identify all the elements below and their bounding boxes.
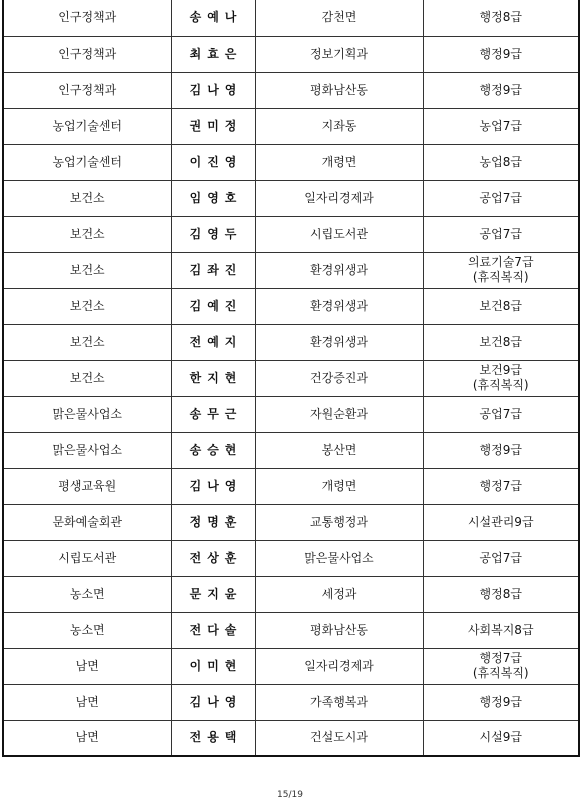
from-department-cell: 인구정책과 — [3, 72, 171, 108]
table-row — [3, 360, 579, 396]
rank-cell — [423, 72, 579, 108]
employee-name: 문지윤 — [189, 586, 243, 601]
rank-cell — [423, 720, 579, 756]
from-department-cell: 인구정책과 — [3, 36, 171, 72]
from-department-cell: 맑은물사업소 — [3, 432, 171, 468]
from-department-cell: 문화예술회관 — [3, 504, 171, 540]
employee-name-cell — [171, 504, 255, 540]
rank-text: 공업7급 — [479, 406, 522, 421]
rank-cell — [423, 612, 579, 648]
rank-text: 보건8급 — [479, 334, 522, 349]
rank-cell — [423, 252, 579, 288]
table-row — [3, 432, 579, 468]
employee-name-cell — [171, 684, 255, 720]
rank-text: 행정7급 — [479, 478, 522, 493]
from-department-cell: 남면 — [3, 720, 171, 756]
table-row — [3, 720, 579, 756]
to-department-cell: 자원순환과 — [255, 396, 423, 432]
table-row — [3, 576, 579, 612]
to-department-cell: 평화남산동 — [255, 612, 423, 648]
employee-name: 김좌진 — [189, 262, 243, 277]
employee-name-cell — [171, 576, 255, 612]
personnel-table — [2, 0, 580, 757]
employee-name: 전다솔 — [189, 622, 243, 637]
to-department-cell: 감천면 — [255, 0, 423, 36]
rank-note: (휴직복직) — [472, 666, 529, 680]
rank-text: 공업7급 — [479, 190, 522, 205]
employee-name-cell — [171, 612, 255, 648]
to-department-cell: 환경위생과 — [255, 288, 423, 324]
rank-cell — [423, 432, 579, 468]
to-department-cell: 개령면 — [255, 468, 423, 504]
employee-name-cell — [171, 540, 255, 576]
employee-name-cell — [171, 180, 255, 216]
rank-text: 보건8급 — [479, 298, 522, 313]
employee-name-cell — [171, 396, 255, 432]
employee-name: 김영두 — [189, 226, 243, 241]
employee-name-cell — [171, 468, 255, 504]
table-row — [3, 252, 579, 288]
to-department-cell: 평화남산동 — [255, 72, 423, 108]
table-row — [3, 144, 579, 180]
rank-cell — [423, 288, 579, 324]
table-row — [3, 504, 579, 540]
rank-cell — [423, 36, 579, 72]
rank-cell — [423, 324, 579, 360]
employee-name: 김나영 — [189, 82, 243, 97]
employee-name: 정명훈 — [189, 514, 243, 529]
table-row — [3, 216, 579, 252]
employee-name-cell — [171, 720, 255, 756]
employee-name: 전상훈 — [189, 550, 243, 565]
rank-cell — [423, 108, 579, 144]
to-department-cell: 정보기획과 — [255, 36, 423, 72]
rank-text: 공업7급 — [479, 226, 522, 241]
rank-cell — [423, 540, 579, 576]
table-row — [3, 0, 579, 36]
from-department-cell: 보건소 — [3, 324, 171, 360]
rank-cell — [423, 468, 579, 504]
to-department-cell: 가족행복과 — [255, 684, 423, 720]
table-row — [3, 396, 579, 432]
rank-text: 농업7급 — [479, 118, 522, 133]
employee-name: 송예나 — [189, 10, 243, 25]
employee-name: 전용택 — [189, 730, 243, 745]
employee-name-cell — [171, 144, 255, 180]
from-department-cell: 평생교육원 — [3, 468, 171, 504]
employee-name: 송승현 — [189, 442, 243, 457]
employee-name-cell — [171, 36, 255, 72]
table-row — [3, 324, 579, 360]
to-department-cell: 개령면 — [255, 144, 423, 180]
rank-cell — [423, 360, 579, 396]
employee-name: 김나영 — [189, 478, 243, 493]
to-department-cell: 환경위생과 — [255, 252, 423, 288]
rank-text: 행정9급 — [479, 46, 522, 61]
table-row — [3, 108, 579, 144]
employee-name: 전예지 — [189, 334, 243, 349]
rank-cell — [423, 648, 579, 684]
to-department-cell: 맑은물사업소 — [255, 540, 423, 576]
employee-name: 권미정 — [189, 118, 243, 133]
employee-name-cell — [171, 72, 255, 108]
from-department-cell: 농업기술센터 — [3, 108, 171, 144]
from-department-cell: 보건소 — [3, 360, 171, 396]
to-department-cell: 건강증진과 — [255, 360, 423, 396]
employee-name: 임영호 — [189, 190, 243, 205]
rank-cell — [423, 576, 579, 612]
rank-text: 행정9급 — [479, 442, 522, 457]
rank-text: 의료기술7급 — [467, 255, 534, 269]
rank-text: 보건9급 — [479, 363, 522, 377]
rank-text: 행정8급 — [479, 10, 522, 25]
rank-text: 행정8급 — [479, 586, 522, 601]
to-department-cell: 봉산면 — [255, 432, 423, 468]
to-department-cell: 일자리경제과 — [255, 180, 423, 216]
from-department-cell: 보건소 — [3, 216, 171, 252]
from-department-cell: 인구정책과 — [3, 0, 171, 36]
to-department-cell: 교통행정과 — [255, 504, 423, 540]
rank-cell — [423, 216, 579, 252]
table-row — [3, 288, 579, 324]
to-department-cell: 세정과 — [255, 576, 423, 612]
rank-cell — [423, 180, 579, 216]
employee-name-cell — [171, 288, 255, 324]
rank-text: 시설9급 — [479, 730, 522, 745]
to-department-cell: 일자리경제과 — [255, 648, 423, 684]
to-department-cell: 환경위생과 — [255, 324, 423, 360]
from-department-cell: 농소면 — [3, 612, 171, 648]
personnel-table-body — [3, 0, 579, 756]
table-row — [3, 612, 579, 648]
employee-name-cell — [171, 252, 255, 288]
to-department-cell: 지좌동 — [255, 108, 423, 144]
employee-name-cell — [171, 648, 255, 684]
employee-name-cell — [171, 324, 255, 360]
table-row — [3, 36, 579, 72]
rank-text: 행정9급 — [479, 694, 522, 709]
from-department-cell: 농소면 — [3, 576, 171, 612]
employee-name: 김나영 — [189, 694, 243, 709]
rank-text: 행정9급 — [479, 82, 522, 97]
employee-name: 송무근 — [189, 406, 243, 421]
rank-text: 공업7급 — [479, 550, 522, 565]
table-row — [3, 540, 579, 576]
rank-cell — [423, 144, 579, 180]
to-department-cell: 시립도서관 — [255, 216, 423, 252]
table-row — [3, 684, 579, 720]
table-row — [3, 72, 579, 108]
from-department-cell: 농업기술센터 — [3, 144, 171, 180]
employee-name-cell — [171, 108, 255, 144]
rank-note: (휴직복직) — [472, 270, 529, 284]
rank-cell — [423, 684, 579, 720]
to-department-cell: 건설도시과 — [255, 720, 423, 756]
from-department-cell: 시립도서관 — [3, 540, 171, 576]
from-department-cell: 보건소 — [3, 288, 171, 324]
rank-cell — [423, 504, 579, 540]
rank-note: (휴직복직) — [472, 378, 529, 392]
employee-name-cell — [171, 432, 255, 468]
rank-text: 농업8급 — [479, 154, 522, 169]
employee-name: 최효은 — [189, 46, 243, 61]
from-department-cell: 남면 — [3, 684, 171, 720]
rank-text: 사회복지8급 — [467, 622, 534, 637]
page-number: 15/19 — [277, 790, 303, 800]
table-row — [3, 648, 579, 684]
employee-name: 이미현 — [189, 658, 243, 673]
table-row — [3, 180, 579, 216]
from-department-cell: 보건소 — [3, 252, 171, 288]
from-department-cell: 남면 — [3, 648, 171, 684]
from-department-cell: 보건소 — [3, 180, 171, 216]
employee-name: 한지현 — [189, 370, 243, 385]
from-department-cell: 맑은물사업소 — [3, 396, 171, 432]
rank-text: 행정7급 — [479, 651, 522, 665]
rank-cell — [423, 396, 579, 432]
rank-cell — [423, 0, 579, 36]
rank-text: 시설관리9급 — [467, 514, 534, 529]
table-row — [3, 468, 579, 504]
employee-name-cell — [171, 360, 255, 396]
employee-name-cell — [171, 216, 255, 252]
employee-name-cell — [171, 0, 255, 36]
employee-name: 김예진 — [189, 298, 243, 313]
employee-name: 이진영 — [189, 154, 243, 169]
